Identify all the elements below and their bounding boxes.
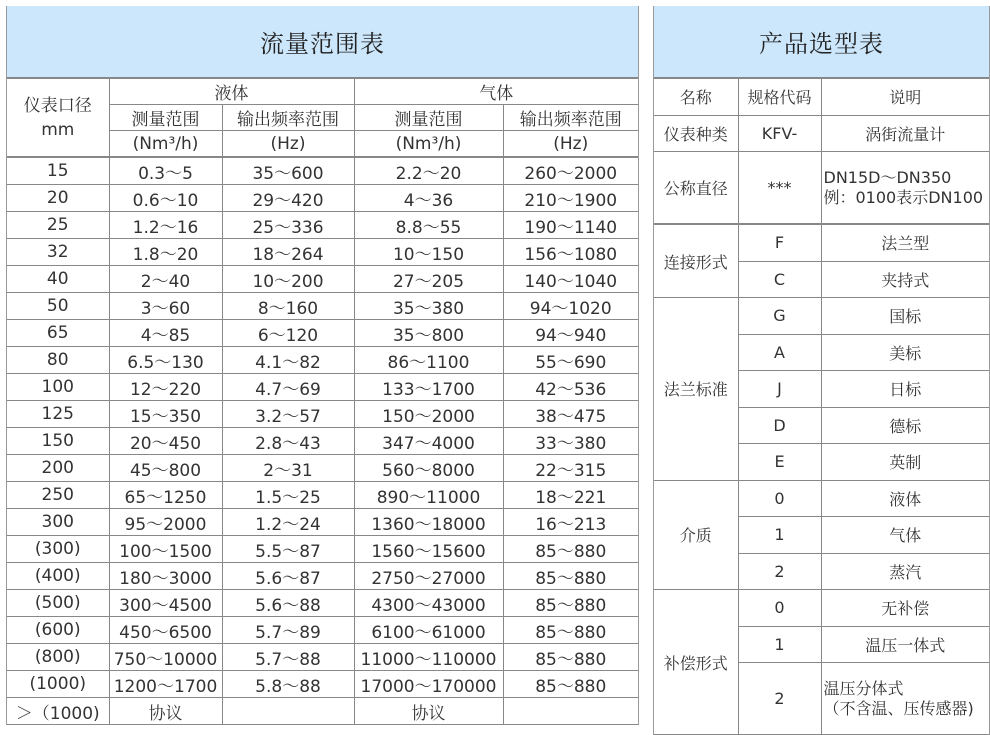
cell-liquid-freq: 6～120 bbox=[222, 320, 354, 347]
cell-liquid-freq: 18～264 bbox=[222, 239, 354, 266]
cell-diameter: (500) bbox=[7, 590, 109, 617]
product-selection-panel bbox=[653, 6, 990, 735]
flange-standard-code: J bbox=[738, 371, 821, 408]
medium-desc: 气体 bbox=[821, 517, 989, 554]
cell-liquid-freq: 5.5～87 bbox=[222, 536, 354, 563]
medium-name: 介质 bbox=[654, 480, 738, 590]
header-name: 名称 bbox=[654, 78, 738, 115]
cell-liquid-freq: 1.2～24 bbox=[222, 509, 354, 536]
cell-diameter: 150 bbox=[7, 428, 109, 455]
cell-liquid-freq: 10～200 bbox=[222, 266, 354, 293]
desc-line: （不含温、压传感器) bbox=[823, 698, 974, 718]
instrument-type-desc: 涡街流量计 bbox=[821, 115, 989, 152]
liquid-hz-unit: (Hz) bbox=[222, 131, 354, 158]
table-row bbox=[654, 590, 989, 627]
diameter-unit: mm bbox=[41, 119, 75, 140]
cell-gas-range: 347～4000 bbox=[354, 428, 503, 455]
cell-diameter: 300 bbox=[7, 509, 109, 536]
cell-gas-freq: 94～940 bbox=[503, 320, 638, 347]
medium-code: 0 bbox=[738, 480, 821, 517]
cell-liquid-freq: 8～160 bbox=[222, 293, 354, 320]
table-row bbox=[7, 401, 638, 428]
cell-liquid-freq: 4.7～69 bbox=[222, 374, 354, 401]
cell-liquid-freq: 5.6～88 bbox=[222, 590, 354, 617]
cell-diameter: 32 bbox=[7, 239, 109, 266]
cell-gas-range: 35～800 bbox=[354, 320, 503, 347]
cell-gas-freq: 190～1140 bbox=[503, 212, 638, 239]
connection-code: F bbox=[738, 224, 821, 261]
cell-diameter: 20 bbox=[7, 185, 109, 212]
cell-gas-range: 11000～110000 bbox=[354, 644, 503, 671]
cell-liquid-range: 45～800 bbox=[109, 455, 222, 482]
cell-gas-freq: 85～880 bbox=[503, 590, 638, 617]
header-code: 规格代码 bbox=[738, 78, 821, 115]
cell-liquid-range: 12～220 bbox=[109, 374, 222, 401]
table-row bbox=[7, 157, 638, 185]
cell-gas-range: 35～380 bbox=[354, 293, 503, 320]
cell-gas-freq: 85～880 bbox=[503, 617, 638, 644]
diameter-label: 仪表口径 bbox=[23, 95, 92, 116]
table-row bbox=[7, 293, 638, 320]
cell-liquid-range: 750～10000 bbox=[109, 644, 222, 671]
compensation-desc: 温压一体式 bbox=[821, 626, 989, 663]
cell-liquid-range: 20～450 bbox=[109, 428, 222, 455]
cell-diameter: 100 bbox=[7, 374, 109, 401]
table-row bbox=[7, 428, 638, 455]
liquid-output-freq-header: 输出频率范围 bbox=[222, 105, 354, 131]
cell-diameter: 65 bbox=[7, 320, 109, 347]
cell-liquid-range: 2～40 bbox=[109, 266, 222, 293]
cell-gas-freq: 33～380 bbox=[503, 428, 638, 455]
liquid-flow-unit: (Nm³/h) bbox=[109, 131, 222, 158]
flange-standard-code: D bbox=[738, 407, 821, 444]
cell-liquid-freq: 2～31 bbox=[222, 455, 354, 482]
cell-liquid-range: 180～3000 bbox=[109, 563, 222, 590]
cell-liquid-freq: 5.7～89 bbox=[222, 617, 354, 644]
connection-name: 连接形式 bbox=[654, 224, 738, 298]
compensation-code: 0 bbox=[738, 590, 821, 627]
instrument-type-name: 仪表种类 bbox=[654, 115, 738, 152]
cell-gas-range: 4300～43000 bbox=[354, 590, 503, 617]
cell-gas-freq: 260～2000 bbox=[503, 157, 638, 185]
cell-diameter: (1000) bbox=[7, 671, 109, 698]
cell-diameter: 250 bbox=[7, 482, 109, 509]
gas-flow-unit: (Nm³/h) bbox=[354, 131, 503, 158]
diameter-header bbox=[7, 78, 109, 157]
table-row bbox=[7, 590, 638, 617]
cell-liquid-freq: 25～336 bbox=[222, 212, 354, 239]
gas-header: 气体 bbox=[354, 78, 638, 105]
gas-output-freq-header: 输出频率范围 bbox=[503, 105, 638, 131]
cell-gas-range: 2.2～20 bbox=[354, 157, 503, 185]
table-row bbox=[7, 374, 638, 401]
cell-gas-range: 560～8000 bbox=[354, 455, 503, 482]
flange-standard-code: E bbox=[738, 444, 821, 481]
liquid-measure-range-header: 测量范围 bbox=[109, 105, 222, 131]
nominal-diameter-code: *** bbox=[738, 152, 821, 225]
cell-gas-freq: 85～880 bbox=[503, 536, 638, 563]
cell-liquid-freq: 5.8～88 bbox=[222, 671, 354, 698]
medium-code: 2 bbox=[738, 553, 821, 590]
cell-liquid-range: 100～1500 bbox=[109, 536, 222, 563]
cell-diameter: 200 bbox=[7, 455, 109, 482]
nominal-diameter-example: 例：0100表示DN100 bbox=[823, 187, 984, 207]
cell-liquid-range: 300～4500 bbox=[109, 590, 222, 617]
cell-diameter: (600) bbox=[7, 617, 109, 644]
cell-gas-freq: 85～880 bbox=[503, 671, 638, 698]
cell-gas-range: 17000～170000 bbox=[354, 671, 503, 698]
selection-options-body bbox=[654, 224, 989, 735]
cell-gas-freq: 210～1900 bbox=[503, 185, 638, 212]
cell-liquid-range: 0.6～10 bbox=[109, 185, 222, 212]
cell-liquid-range: 0.3～5 bbox=[109, 157, 222, 185]
cell-liquid-range: 1.8～20 bbox=[109, 239, 222, 266]
flange-standard-code: A bbox=[738, 334, 821, 371]
liquid-header: 液体 bbox=[109, 78, 354, 105]
table-row bbox=[7, 239, 638, 266]
cell-liquid-range: 3～60 bbox=[109, 293, 222, 320]
cell-liquid-freq bbox=[222, 698, 354, 725]
table-row bbox=[7, 266, 638, 293]
cell-gas-range: 86～1100 bbox=[354, 347, 503, 374]
table-row bbox=[7, 455, 638, 482]
gas-hz-unit: (Hz) bbox=[503, 131, 638, 158]
instrument-type-code: KFV- bbox=[738, 115, 821, 152]
compensation-desc: 无补偿 bbox=[821, 590, 989, 627]
table-row bbox=[7, 536, 638, 563]
cell-gas-freq: 94～1020 bbox=[503, 293, 638, 320]
cell-gas-range: 协议 bbox=[354, 698, 503, 725]
cell-liquid-range: 65～1250 bbox=[109, 482, 222, 509]
table-row bbox=[654, 224, 989, 261]
header-description: 说明 bbox=[821, 78, 989, 115]
nominal-diameter-desc bbox=[821, 152, 989, 225]
cell-gas-range: 890～11000 bbox=[354, 482, 503, 509]
cell-liquid-freq: 1.5～25 bbox=[222, 482, 354, 509]
cell-gas-range: 6100～61000 bbox=[354, 617, 503, 644]
cell-gas-range: 1360～18000 bbox=[354, 509, 503, 536]
flow-range-panel bbox=[6, 6, 639, 725]
connection-desc: 法兰型 bbox=[821, 224, 989, 261]
table-row bbox=[7, 212, 638, 239]
cell-liquid-freq: 5.6～87 bbox=[222, 563, 354, 590]
cell-diameter: ＞（1000) bbox=[7, 698, 109, 725]
nominal-diameter-name: 公称直径 bbox=[654, 152, 738, 225]
table-row bbox=[7, 347, 638, 374]
cell-gas-range: 10～150 bbox=[354, 239, 503, 266]
medium-code: 1 bbox=[738, 517, 821, 554]
cell-gas-range: 4～36 bbox=[354, 185, 503, 212]
cell-liquid-freq: 4.1～82 bbox=[222, 347, 354, 374]
cell-gas-freq: 22～315 bbox=[503, 455, 638, 482]
cell-gas-freq: 85～880 bbox=[503, 563, 638, 590]
flow-range-table bbox=[7, 77, 638, 725]
cell-liquid-range: 450～6500 bbox=[109, 617, 222, 644]
compensation-code: 1 bbox=[738, 626, 821, 663]
cell-liquid-range: 1.2～16 bbox=[109, 212, 222, 239]
cell-liquid-freq: 29～420 bbox=[222, 185, 354, 212]
cell-liquid-range: 15～350 bbox=[109, 401, 222, 428]
desc-line: 温压分体式 bbox=[823, 678, 904, 698]
cell-diameter: 25 bbox=[7, 212, 109, 239]
cell-diameter: 125 bbox=[7, 401, 109, 428]
cell-gas-freq: 38～475 bbox=[503, 401, 638, 428]
cell-gas-range: 2750～27000 bbox=[354, 563, 503, 590]
cell-gas-range: 133～1700 bbox=[354, 374, 503, 401]
cell-gas-freq: 18～221 bbox=[503, 482, 638, 509]
cell-liquid-range: 6.5～130 bbox=[109, 347, 222, 374]
cell-liquid-freq: 2.8～43 bbox=[222, 428, 354, 455]
cell-gas-range: 1560～15600 bbox=[354, 536, 503, 563]
product-selection-title: 产品选型表 bbox=[654, 6, 989, 77]
cell-gas-freq: 156～1080 bbox=[503, 239, 638, 266]
table-row bbox=[7, 482, 638, 509]
flange-standard-name: 法兰标准 bbox=[654, 298, 738, 481]
flange-standard-desc: 德标 bbox=[821, 407, 989, 444]
flow-range-body bbox=[7, 157, 638, 725]
cell-gas-range: 27～205 bbox=[354, 266, 503, 293]
cell-gas-freq bbox=[503, 698, 638, 725]
table-row bbox=[7, 644, 638, 671]
table-row bbox=[7, 509, 638, 536]
compensation-code: 2 bbox=[738, 663, 821, 735]
flange-standard-desc: 日标 bbox=[821, 371, 989, 408]
nominal-diameter-range: DN15D～DN350 bbox=[823, 167, 952, 187]
cell-gas-range: 150～2000 bbox=[354, 401, 503, 428]
table-row bbox=[7, 698, 638, 725]
cell-liquid-range: 协议 bbox=[109, 698, 222, 725]
cell-gas-freq: 140～1040 bbox=[503, 266, 638, 293]
cell-diameter: (400) bbox=[7, 563, 109, 590]
table-row bbox=[7, 617, 638, 644]
flange-standard-desc: 国标 bbox=[821, 298, 989, 335]
flange-standard-desc: 美标 bbox=[821, 334, 989, 371]
gas-measure-range-header: 测量范围 bbox=[354, 105, 503, 131]
cell-liquid-freq: 3.2～57 bbox=[222, 401, 354, 428]
table-row bbox=[654, 480, 989, 517]
cell-gas-range: 8.8～55 bbox=[354, 212, 503, 239]
cell-diameter: (300) bbox=[7, 536, 109, 563]
cell-liquid-range: 1200～1700 bbox=[109, 671, 222, 698]
cell-liquid-freq: 5.7～88 bbox=[222, 644, 354, 671]
medium-desc: 蒸汽 bbox=[821, 553, 989, 590]
table-row bbox=[7, 671, 638, 698]
table-row bbox=[7, 185, 638, 212]
cell-gas-freq: 16～213 bbox=[503, 509, 638, 536]
table-row bbox=[7, 320, 638, 347]
cell-liquid-range: 4～85 bbox=[109, 320, 222, 347]
cell-liquid-freq: 35～600 bbox=[222, 157, 354, 185]
compensation-desc bbox=[821, 663, 989, 735]
cell-gas-freq: 85～880 bbox=[503, 644, 638, 671]
cell-gas-freq: 42～536 bbox=[503, 374, 638, 401]
product-selection-table bbox=[654, 77, 989, 735]
table-row bbox=[654, 298, 989, 335]
connection-code: C bbox=[738, 261, 821, 298]
table-row bbox=[7, 563, 638, 590]
cell-diameter: 80 bbox=[7, 347, 109, 374]
cell-liquid-range: 95～2000 bbox=[109, 509, 222, 536]
connection-desc: 夹持式 bbox=[821, 261, 989, 298]
flange-standard-desc: 英制 bbox=[821, 444, 989, 481]
flange-standard-code: G bbox=[738, 298, 821, 335]
cell-diameter: 40 bbox=[7, 266, 109, 293]
cell-diameter: 50 bbox=[7, 293, 109, 320]
compensation-name: 补偿形式 bbox=[654, 590, 738, 735]
flow-range-title: 流量范围表 bbox=[7, 6, 638, 77]
cell-diameter: 15 bbox=[7, 157, 109, 185]
cell-diameter: (800) bbox=[7, 644, 109, 671]
cell-gas-freq: 55～690 bbox=[503, 347, 638, 374]
medium-desc: 液体 bbox=[821, 480, 989, 517]
